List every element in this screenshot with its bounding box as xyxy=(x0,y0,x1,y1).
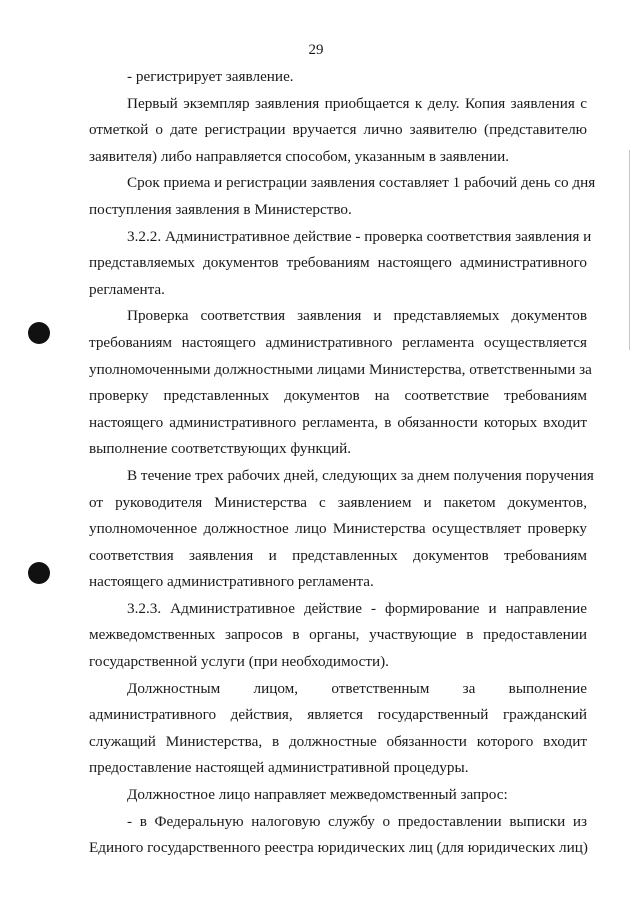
scan-edge-line xyxy=(629,150,630,350)
binder-hole-bottom xyxy=(28,562,50,584)
text-line: от руководителя Министерства с заявлением и пакетом документов, xyxy=(89,493,587,511)
text-line: служащий Министерства, в должностные обязанности которого входит xyxy=(89,732,587,750)
text-line: настоящего административного регламента, в обязанности которых входит xyxy=(89,413,587,431)
text-line: выполнение соответствующих функций. xyxy=(89,440,352,458)
text-line: уполномоченными должностными лицами Министерства, ответственными за xyxy=(89,360,592,378)
text-line: 3.2.3. Административное действие - формирование и направление xyxy=(127,599,587,617)
text-line: - регистрирует заявление. xyxy=(127,68,294,85)
page-number: 29 xyxy=(308,42,324,58)
text-line: Первый экземпляр заявления приобщается к делу. Копия заявления с xyxy=(127,94,587,112)
paragraph xyxy=(89,463,594,596)
paragraph xyxy=(89,596,587,676)
text-line: предоставление настоящей административной процедуры. xyxy=(89,759,469,777)
paragraph xyxy=(89,782,587,809)
text-line: Срок приема и регистрации заявления составляет 1 рабочий день со дня xyxy=(127,174,596,192)
text-line: Должностное лицо направляет межведомственный запрос: xyxy=(127,786,508,804)
text-line: государственной услуги (при необходимости). xyxy=(89,653,389,671)
text-line: соответствия заявления и представленных документов требованиям xyxy=(89,546,587,564)
text-line: Единого государственного реестра юридических лиц (для юридических лиц) xyxy=(89,839,588,857)
text-line: уполномоченное должностное лицо Министерства осуществляет проверку xyxy=(89,520,587,538)
paragraph xyxy=(89,91,587,171)
paragraph xyxy=(89,809,587,862)
text-line: административного действия, является государственный гражданский xyxy=(89,706,587,724)
text-line: Проверка соответствия заявления и представляемых документов xyxy=(127,307,587,325)
text-line: требованиям настоящего административного регламента осуществляется xyxy=(89,333,587,351)
text-line: проверку представленных документов на соответствие требованиям xyxy=(89,387,587,405)
text-line: - в Федеральную налоговую службу о предоставлении выписки из xyxy=(127,812,587,830)
paragraph xyxy=(89,303,592,463)
text-line: заявителя) либо направляется способом, указанным в заявлении. xyxy=(89,147,510,165)
paragraph xyxy=(89,64,587,91)
binder-hole-top xyxy=(28,322,50,344)
text-line: межведомственных запросов в органы, участвующие в предоставлении xyxy=(89,626,587,644)
text-line: 3.2.2. Административное действие - проверка соответствия заявления и xyxy=(127,227,592,245)
text-line: представляемых документов требованиям настоящего административного xyxy=(89,254,587,272)
paragraph xyxy=(89,224,592,304)
paragraph xyxy=(89,170,596,223)
paragraph xyxy=(89,676,587,782)
text-line: регламента. xyxy=(89,280,165,298)
text-line: Должностным лицом, ответственным за выполнение xyxy=(127,679,587,697)
text-line: отметкой о дате регистрации вручается лично заявителю (представителю xyxy=(89,121,587,139)
text-line: настоящего административного регламента. xyxy=(89,573,374,591)
text-line: В течение трех рабочих дней, следующих за днем получения поручения xyxy=(127,466,594,484)
document-body xyxy=(89,64,596,862)
text-line: поступления заявления в Министерство. xyxy=(89,200,352,218)
